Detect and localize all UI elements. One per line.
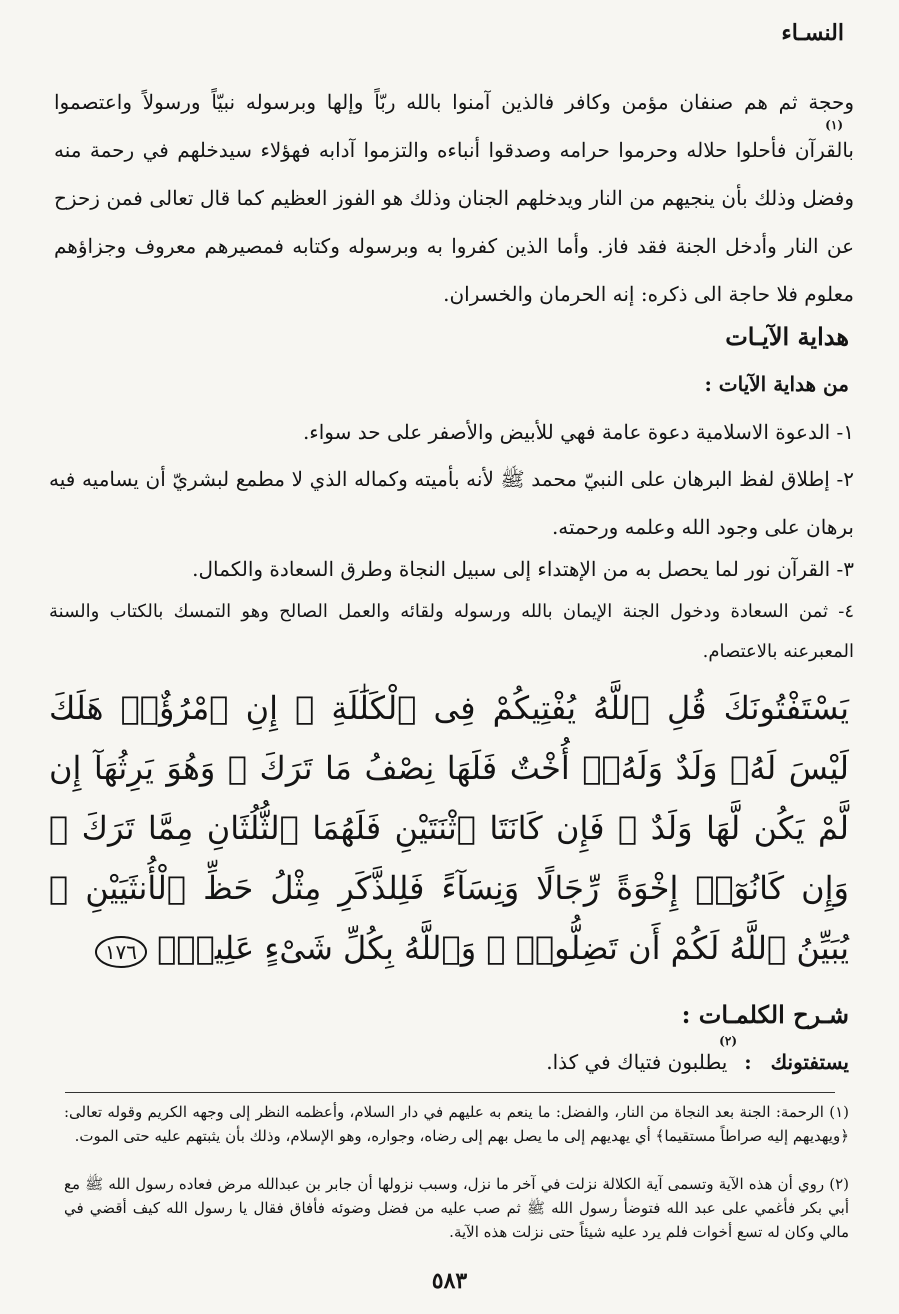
verse-text: يَسْتَفْتُونَكَ قُلِ ٱللَّهُ يُفْتِيكُمْ فِى ٱلْكَلَٰلَةِ ۚ إِنِ ٱمْرُؤٌا۟ هَلَكَ لَيْسَ لَهُۥ وَلَدٌ وَلَهُۥٓ أُخْتٌ فَلَهَا نِصْفُ مَا تَرَكَ ۚ وَهُوَ يَرِثُهَآ إِن لَّمْ يَكُن لَّهَا وَلَدٌ ۚ فَإِن كَانَتَا ٱثْنَتَيْنِ فَلَهُمَا ٱلثُّلُثَانِ مِمَّا تَرَكَ ۚ وَإِن كَانُوٓا۟ إِخْوَةً رِّجَالًا وَنِسَآءً فَلِلذَّكَرِ مِثْلُ حَظِّ ٱلْأُنثَيَيْنِ ۗ يُبَيِّنُ ٱللَّهُ لَكُمْ أَن تَضِلُّوا۟ ۗ وَٱللَّهُ بِكُلِّ شَىْءٍ عَلِيمٌۢ xyxy=(49,689,850,967)
footnote-divider xyxy=(65,1092,835,1093)
surah-header: النسـاء xyxy=(781,20,844,46)
commentary-paragraph: وحجة ثم هم صنفان مؤمن وكافر فالذين آمنوا بالله ربّاً وإلها وبرسوله نبيّاً ورسولاً واعتصموا بالقرآن فأحلوا حلاله وحرموا حرامه وصدقوا أنباءه والتزموا آدابه فهؤلاء سيدخلهم في رحمة منه وفضل وذلك بأن ينجيهم من النار ويدخلهم الجنان وذلك هو الفوز العظيم كما قال تعالى فمن زحزح عن النار وأدخل الجنة فقد فاز. وأما الذين كفروا به وبرسوله وكتابه فمصيرهم معروف وجزاؤهم معلوم فلا حاجة الى ذكره: إنه الحرمان والخسران. xyxy=(54,90,854,306)
guidance-point-3: ٣- القرآن نور لما يحصل به من الإهتداء إلى سبيل النجاة وطرق السعادة والكمال. xyxy=(192,557,854,581)
guidance-subtitle: من هداية الآيات : xyxy=(704,372,849,396)
footnote-marker-1: (١) xyxy=(825,118,843,132)
guidance-point-2: ٢- إطلاق لفظ البرهان على النبيّ محمد ﷺ لأنه بأميته وكماله الذي لا مطمع لبشريّ أن يساميه فيه برهان على وجود الله وعلمه ورحمته. xyxy=(49,467,854,539)
vocabulary-entry xyxy=(546,1050,849,1074)
ayah-number: ١٧٦ xyxy=(95,936,147,968)
vocabulary-separator: : xyxy=(744,1050,752,1074)
guidance-title: هداية الآيـات xyxy=(725,322,849,351)
footnote-1: (١) الرحمة: الجنة بعد النجاة من النار، والفضل: ما ينعم به عليهم في دار السلام، وأعظمه النظر إلى وجهه الكريم وقوله تعالى: ﴿ويهديهم إليه صراطاً مستقيما﴾ أي يهديهم إلى ما يصل بهم إلى رضاه، وجواره، وهو الإسلام، وذلك بأن يثبتهم عليه حتى الموت. xyxy=(64,1103,849,1145)
guidance-point-1: ١- الدعوة الاسلامية دعوة عامة فهي للأبيض والأصفر على حد سواء. xyxy=(302,420,854,444)
page-number: ٥٨٣ xyxy=(431,1268,468,1294)
vocabulary-meaning: يطلبون فتياك في كذا. xyxy=(546,1050,728,1074)
footnote-2: (٢) روي أن هذه الآية وتسمى آية الكلالة نزلت في آخر ما نزل، وسبب نزولها أن جابر بن عبدالله مرض فعاده رسول الله ﷺ مع أبي بكر فأغمي على عبد الله فتوضأ رسول الله ﷺ ثم صب عليه من فضل وضوئه فأفاق فقال يا رسول الله كيف أقضي في مالي وكان له تسع أخوات فلم يرد عليه شيئاً حتى نزلت هذه الآية. xyxy=(64,1175,849,1241)
vocabulary-word: يستفتونك xyxy=(770,1050,849,1074)
vocabulary-title: شـرح الكلمـات : xyxy=(681,1000,849,1029)
guidance-point-4: ٤- ثمن السعادة ودخول الجنة الإيمان بالله ورسوله ولقائه والعمل الصالح وهو التمسك بالكتاب والسنة المعبرعنه بالاعتصام. xyxy=(49,601,854,662)
footnote-marker-2: (٢) xyxy=(719,1034,737,1048)
quran-verse xyxy=(49,678,849,978)
